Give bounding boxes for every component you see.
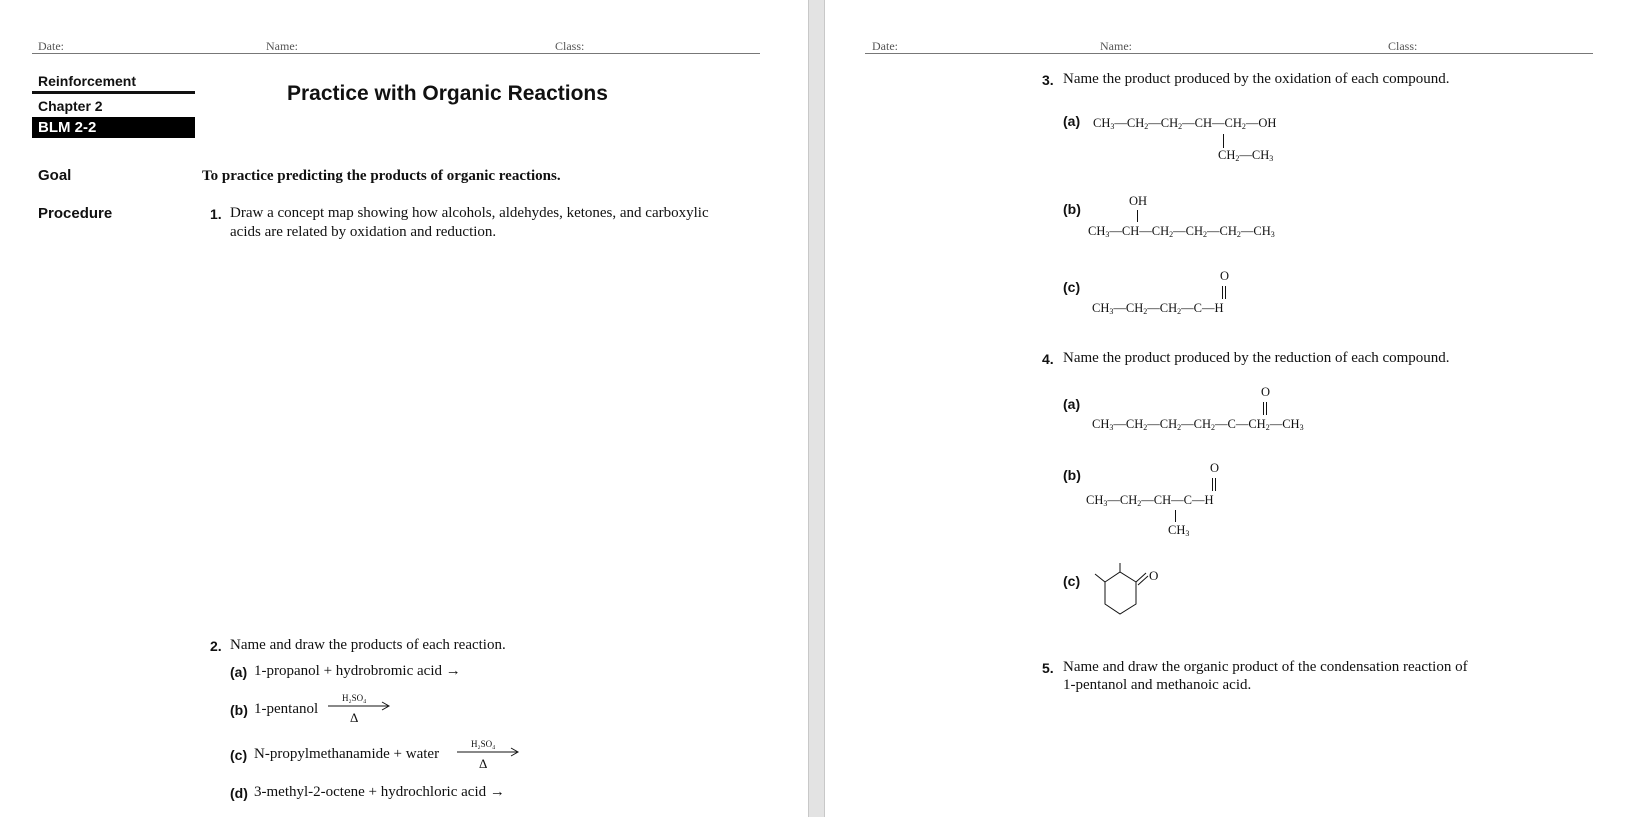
procedure-label: Procedure: [38, 205, 113, 222]
goal-label: Goal: [38, 167, 72, 184]
q2b-catalyst: H₂SO₄: [342, 693, 367, 703]
goal-text: To practice predicting the products of organic reactions.: [202, 168, 561, 184]
q5-line2: 1-pentanol and methanoic acid.: [1063, 677, 1252, 693]
q2c-label: (c): [230, 747, 248, 763]
q2b-label: (b): [230, 702, 248, 718]
arrow-icon: [455, 739, 521, 773]
q2c-heat: Δ: [479, 756, 488, 771]
q3c-structure: O $CH_3—CH_2—CH_2—C—H$: [1092, 269, 1230, 316]
q4b-label: (b): [1063, 467, 1081, 483]
page-gutter: [808, 0, 825, 817]
q5-number: 5.: [1042, 660, 1054, 676]
q4a-structure: O $CH_3—CH_2—CH_2—CH_2—C—CH_2—CH_3$: [1092, 385, 1304, 432]
q2d-label: (d): [230, 785, 248, 801]
header-rule: [865, 53, 1593, 54]
q3b-label: (b): [1063, 201, 1081, 217]
q4-number: 4.: [1042, 351, 1054, 367]
q3c-label: (c): [1063, 279, 1081, 295]
q1-number: 1.: [210, 206, 222, 222]
blm-label: BLM 2-2: [38, 119, 97, 136]
q2b-text: 1-pentanol: [254, 701, 319, 717]
arrow-icon: [326, 693, 392, 727]
q2c-text: N-propylmethanamide + water: [254, 746, 440, 762]
q4c-oxygen: O: [1149, 568, 1159, 583]
q2b-reaction-arrow: [326, 693, 392, 727]
q2-text: Name and draw the products of each reaction.: [230, 637, 506, 653]
q3a-structure: $CH_3—CH_2—CH_2—CH—CH_2—OH$ $CH_2—CH_3$: [1093, 116, 1277, 163]
name-label: Name:: [266, 39, 298, 53]
q4-text: Name the product produced by the reduction of each compound.: [1063, 350, 1450, 366]
date-label: Date:: [872, 39, 898, 53]
q4c-label: (c): [1063, 573, 1081, 589]
class-label: Class:: [555, 39, 585, 53]
q5-line1: Name and draw the organic product of the condensation reaction of: [1063, 659, 1468, 675]
q2a-text: 1-propanol + hydrobromic acid →: [254, 663, 461, 679]
reinforcement-rule: [32, 91, 195, 94]
q3a-label: (a): [1063, 113, 1081, 129]
q3-number: 3.: [1042, 72, 1054, 88]
name-label: Name:: [1100, 39, 1132, 53]
q2c-reaction-arrow: [455, 739, 521, 773]
q4c-cyclohexanone-structure: [1083, 563, 1163, 629]
q4b-structure: O $CH_3—CH_2—CH—C—H$ $CH_3$: [1086, 461, 1220, 538]
q1-line1: Draw a concept map showing how alcohols, aldehydes, ketones, and carboxylic: [230, 205, 709, 221]
q4a-label: (a): [1063, 396, 1081, 412]
header-rule: [32, 53, 760, 54]
q3-text: Name the product produced by the oxidation of each compound.: [1063, 71, 1450, 87]
chapter-label: Chapter 2: [38, 98, 103, 114]
q2d-text: 3-methyl-2-octene + hydrochloric acid →: [254, 784, 505, 800]
left-page: [0, 0, 808, 817]
q1-line2: acids are related by oxidation and reduction.: [230, 224, 497, 240]
q3b-structure: OH $CH_3—CH—CH_2—CH_2—CH_2—CH_3$: [1088, 194, 1275, 239]
blm-badge: [32, 117, 195, 138]
q2a-label: (a): [230, 664, 248, 680]
q2b-heat: Δ: [350, 710, 359, 725]
page-title: Practice with Organic Reactions: [287, 82, 608, 105]
class-label: Class:: [1388, 39, 1418, 53]
date-label: Date:: [38, 39, 64, 53]
q2-number: 2.: [210, 638, 222, 654]
q2c-catalyst: H₂SO₄: [471, 739, 496, 749]
reinforcement-label: Reinforcement: [38, 73, 137, 89]
right-page: [825, 0, 1633, 817]
